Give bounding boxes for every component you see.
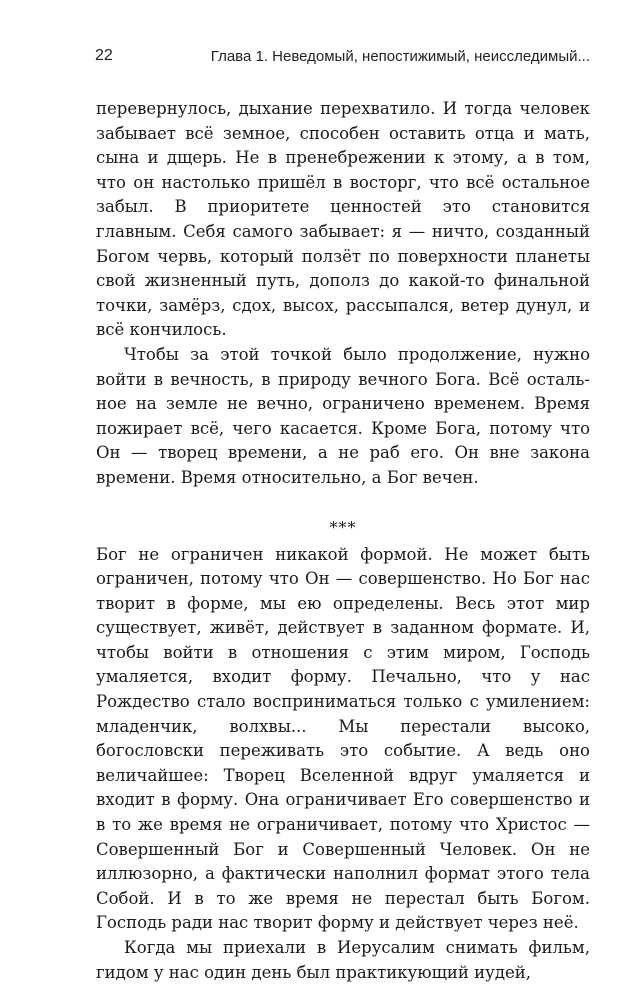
page-body	[96, 97, 590, 985]
paragraph: перевернулось, дыхание перехватило. И тогда человек забывает всё земное, способен оставить отца и мать, сына и дщерь. Не в пренебрежении к этому, а в том, что он настолько пришёл в восторг, что всё остальное забыл. В приоритете ценностей это становится главным. Себя самого забывает: я — ничто, созданный Богом червь, который ползёт по поверхности планеты свой жизненный путь, дополз до какой-то финальной точки, замёрз, сдох, высох, рассыпался, ветер дунул, и всё кончилось.	[96, 99, 590, 340]
paragraph: Чтобы за этой точкой было продолжение, нужно войти в вечность, в природу вечного Бога. Всё остальное на земле не вечно, ограничено временем. Время пожирает всё, чего касается. Кроме Бога, потому что Он — творец времени, а не раб его. Он вне закона времени. Время относительно, а Бог вечен.	[96, 344, 590, 487]
section-separator: ***	[329, 517, 357, 537]
page-header	[95, 47, 590, 71]
running-head: Глава 1. Неведомый, непостижимый, неисследимый...	[210, 48, 590, 65]
paragraph: Когда мы приехали в Иерусалим снимать фильм, гидом у нас один день был практикующий иудей,	[96, 938, 590, 982]
page-number: 22	[95, 47, 113, 64]
paragraph: Бог не ограничен никакой формой. Не может быть ограничен, потому что Он — совершенство. Но Бог нас творит в форме, мы ею определены. Весь этот мир существует, живёт, действует в заданном формате. И, чтобы войти в отношения с этим миром, Господь умаляется, входит форму. Печально, что у нас Рождество стало восприниматься только с умилением: младенчик, волхвы... Мы перестали высоко, богословски переживать это событие. А ведь оно величайшее: Творец Вселенной вдруг умаляется и входит в форму. Она ограничивает Его совершенство и в то же время не ограничивает, потому что Христос — Совершенный Бог и Совершенный Человек. Он не иллюзорно, а фактически наполнил формат этого тела Собой. И в то же время не перестал быть Богом. Господь ради нас творит форму и действует через неё.	[96, 544, 590, 933]
